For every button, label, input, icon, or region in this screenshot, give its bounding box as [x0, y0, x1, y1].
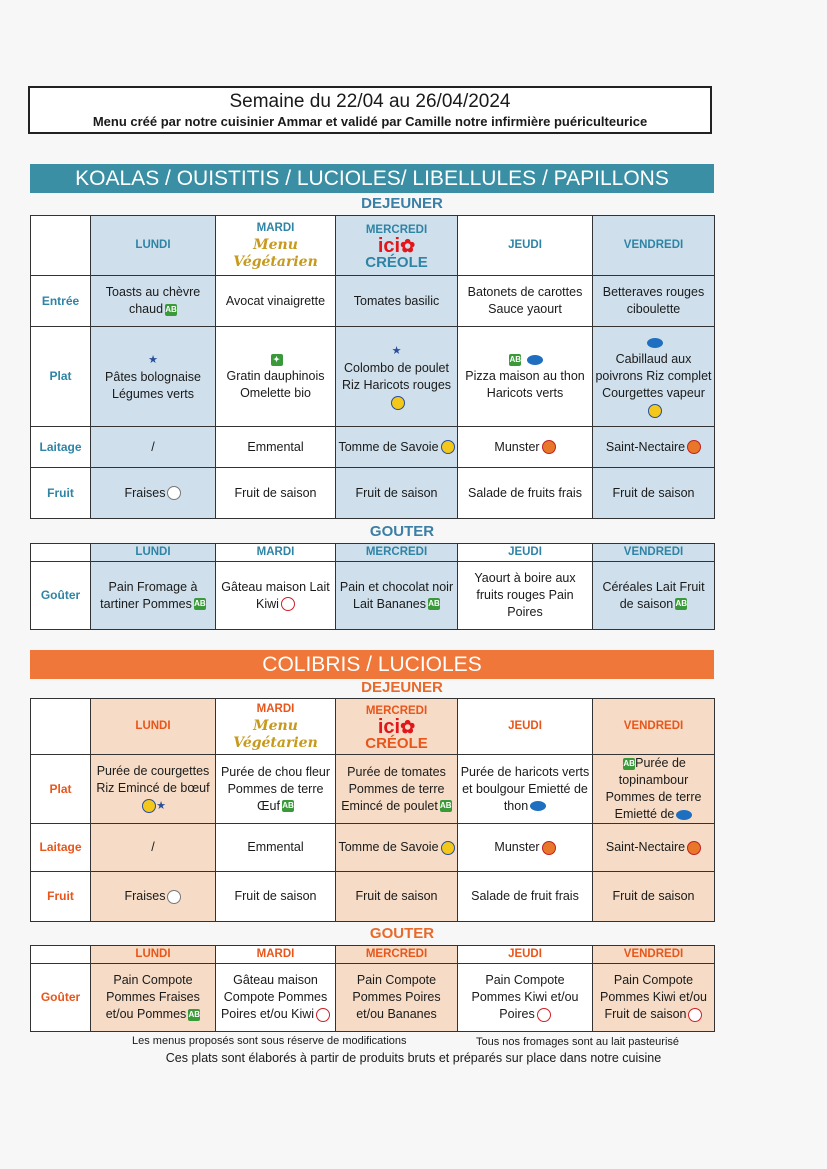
row-label-fruit: Fruit [31, 872, 91, 922]
day-mercredi: MERCREDI [336, 946, 458, 964]
msc-fish-icon [527, 355, 543, 365]
bio-eu-icon: ✦ [271, 354, 283, 366]
day-mercredi [336, 216, 458, 276]
igp-icon [391, 396, 405, 410]
day-vendredi: VENDREDI [593, 699, 715, 755]
menu-cell-text: Céréales Lait Fruit de saison [602, 579, 705, 611]
menu-cell-text: Munster [494, 439, 540, 454]
footer-left: Les menus proposés sont sous réserve de modifications [132, 1035, 407, 1047]
menu-cell [336, 562, 458, 630]
menu-subtitle: Menu créé par notre cuisinier Ammar et validé par Camille notre infirmière puériculteurice [92, 114, 648, 129]
menu-cell [91, 872, 216, 922]
menu-cell [216, 327, 336, 427]
menu-vegetarien-logo [218, 237, 333, 271]
section1-dejeuner-label: DEJEUNER [361, 195, 443, 212]
menu-cell-text: Cabillaud aux poivrons Riz complet Courgettes vapeur [595, 352, 712, 400]
viande-francaise-icon: ★ [148, 353, 158, 366]
menu-cell [336, 824, 458, 872]
menu-cell [458, 427, 593, 468]
flower-icon: ✿ [400, 716, 416, 737]
day-jeudi: JEUDI [458, 544, 593, 562]
day-mercredi-label: MERCREDI [365, 223, 428, 236]
row-label-entree: Entrée [31, 276, 91, 327]
day-jeudi: JEUDI [458, 216, 593, 276]
menu-cell [593, 755, 715, 824]
menu-cell: Fruit de saison [336, 468, 458, 519]
menu-cell-text: Tomme de Savoie [338, 439, 439, 454]
viande-francaise-icon: ★ [156, 800, 166, 812]
section1-title: KOALAS / OUISTITIS / LUCIOLES/ LIBELLULES / PAPILLONS [30, 164, 714, 193]
section1-dejeuner-table [30, 215, 715, 519]
ici-creole-logo [338, 234, 455, 271]
viande-francaise-icon: ★ [391, 345, 402, 357]
day-mardi: MARDI [216, 544, 336, 562]
menu-vegetarien-logo [218, 718, 333, 752]
msc-fish-icon [530, 801, 546, 811]
menu-cell-text: Gâteau maison Lait Kiwi [221, 579, 330, 611]
menu-cell-text: Pain et chocolat noir Lait Bananes [339, 579, 454, 611]
bio-ab-icon: AB [509, 354, 522, 364]
day-mercredi [336, 699, 458, 755]
menu-cell [91, 562, 216, 630]
menu-cell: / [91, 824, 216, 872]
menu-cell [593, 964, 715, 1032]
label-rouge-icon [316, 1008, 330, 1022]
aop-icon [687, 440, 701, 454]
row-label-plat: Plat [31, 327, 91, 427]
row-label-gouter: Goûter [31, 964, 91, 1032]
menu-cell: Batonets de carottes Sauce yaourt [458, 276, 593, 327]
msc-fish-icon [676, 810, 692, 820]
menu-cell [216, 755, 336, 824]
day-mardi [216, 216, 336, 276]
menu-cell: Avocat vinaigrette [216, 276, 336, 327]
day-mardi [216, 699, 336, 755]
menu-cell [458, 755, 593, 824]
day-jeudi: JEUDI [458, 946, 593, 964]
menu-cell [593, 427, 715, 468]
label-rouge-icon [688, 1008, 702, 1022]
flower-icon: ✿ [400, 235, 416, 256]
aop-icon [542, 440, 556, 454]
day-lundi: LUNDI [91, 216, 216, 276]
row-label-laitage: Laitage [31, 427, 91, 468]
week-title: Semaine du 22/04 au 26/04/2024 [229, 91, 511, 112]
corner-cell [31, 699, 91, 755]
footer-right: Tous nos fromages sont au lait pasteurisé [476, 1036, 680, 1048]
msc-fish-icon [647, 338, 663, 348]
logo-veg-text: Menu Végétarien [233, 718, 318, 751]
menu-cell-text: Munster [494, 840, 540, 854]
bienvenue-ferme-icon [167, 486, 181, 500]
header-box [28, 86, 712, 134]
logo-creole-ici: ici [377, 715, 401, 738]
menu-cell-text: Pain Compote Pommes Fraises et/ou Pommes [105, 973, 200, 1021]
section2-gouter-table [30, 945, 715, 1032]
menu-cell: Pain Compote Pommes Poires et/ou Bananes [336, 964, 458, 1032]
menu-cell: Fruit de saison [336, 872, 458, 922]
day-lundi: LUNDI [91, 699, 216, 755]
footer-bottom: Ces plats sont élaborés à partir de produits bruts et préparés sur place dans notre cuisine [165, 1051, 662, 1065]
menu-cell-text: Purée de tomates Pommes de terre Emincé de poulet [341, 764, 446, 813]
igp-icon [441, 440, 455, 454]
section1-gouter-table [30, 543, 715, 630]
day-vendredi: VENDREDI [593, 216, 715, 276]
menu-cell: Emmental [216, 427, 336, 468]
day-vendredi: VENDREDI [593, 544, 715, 562]
menu-cell: Yaourt à boire aux fruits rouges Pain Poires [458, 562, 593, 630]
day-mercredi-label: MERCREDI [365, 704, 428, 717]
bio-ab-icon: AB [428, 599, 440, 609]
section2-gouter-label: GOUTER [369, 925, 435, 942]
menu-cell [336, 427, 458, 468]
day-mercredi: MERCREDI [336, 544, 458, 562]
menu-cell: Fruit de saison [593, 468, 715, 519]
menu-cell [91, 327, 216, 427]
day-mardi: MARDI [216, 946, 336, 964]
day-jeudi: JEUDI [458, 699, 593, 755]
menu-cell [593, 824, 715, 872]
aop-icon [542, 841, 556, 855]
menu-cell-text: Pain Compote Pommes Kiwi et/ou Fruit de saison [600, 973, 707, 1021]
bienvenue-ferme-icon [167, 890, 181, 904]
menu-cell-text: Saint-Nectaire [605, 840, 686, 854]
menu-cell: Salade de fruits frais [458, 468, 593, 519]
menu-cell [458, 824, 593, 872]
label-rouge-icon [537, 1008, 551, 1022]
igp-icon [648, 404, 662, 418]
menu-cell [458, 327, 593, 427]
menu-cell [216, 964, 336, 1032]
menu-cell: Emmental [216, 824, 336, 872]
logo-veg-text: Menu Végétarien [233, 237, 318, 270]
menu-cell [336, 755, 458, 824]
row-label-plat: Plat [31, 755, 91, 824]
igp-icon [441, 841, 455, 855]
section2-title: COLIBRIS / LUCIOLES [30, 650, 714, 679]
menu-cell-text: Colombo de poulet Riz Haricots rouges [341, 361, 452, 392]
menu-cell [336, 327, 458, 427]
aop-icon [687, 841, 701, 855]
menu-cell-text: Toasts au chèvre chaud [105, 285, 201, 316]
menu-cell [458, 964, 593, 1032]
logo-creole-text: CRÉOLE [365, 734, 428, 752]
menu-cell-text: Fraises [124, 889, 166, 903]
menu-cell-text: Gâteau maison Compote Pommes Poires et/ou Kiwi [220, 973, 328, 1021]
menu-cell: / [91, 427, 216, 468]
row-label-fruit: Fruit [31, 468, 91, 519]
logo-creole-text: CRÉOLE [365, 253, 428, 271]
menu-cell-text: Fraises [124, 485, 166, 500]
igp-icon [142, 799, 156, 813]
day-mardi-label: MARDI [256, 703, 295, 715]
corner-cell [31, 946, 91, 964]
menu-cell-text: Purée de courgettes Riz Emincé de bœuf [96, 764, 210, 795]
menu-cell: Betteraves rouges ciboulette [593, 276, 715, 327]
ici-creole-logo [338, 715, 455, 752]
menu-cell-text: Pain Compote Pommes Kiwi et/ou Poires [471, 973, 579, 1021]
menu-cell-text: Purée de chou fleur Pommes de terre Œuf [220, 764, 331, 813]
corner-cell [31, 216, 91, 276]
menu-cell-text: Tomme de Savoie [338, 840, 439, 854]
bio-ab-icon: AB [282, 801, 294, 811]
bio-ab-icon: AB [194, 599, 206, 609]
logo-creole-ici: ici [377, 234, 401, 257]
bio-ab-icon: AB [440, 801, 452, 811]
menu-cell-text: Saint-Nectaire [605, 439, 686, 454]
menu-cell-text: Pizza maison au thon Haricots verts [465, 369, 585, 400]
bio-ab-icon: AB [675, 599, 688, 609]
menu-cell [593, 327, 715, 427]
menu-cell [91, 276, 216, 327]
bio-ab-icon: AB [165, 304, 177, 314]
section2-dejeuner-table [30, 698, 715, 922]
day-lundi: LUNDI [91, 946, 216, 964]
menu-cell [91, 468, 216, 519]
menu-cell-text: Purée de haricots verts et boulgour Emietté de thon [460, 764, 590, 813]
menu-cell [91, 964, 216, 1032]
row-label-gouter: Goûter [31, 562, 91, 630]
section2-dejeuner-label: DEJEUNER [361, 679, 443, 696]
section1-gouter-label: GOUTER [369, 523, 435, 540]
menu-cell: Fruit de saison [593, 872, 715, 922]
menu-cell: Fruit de saison [216, 872, 336, 922]
menu-cell [91, 755, 216, 824]
day-mardi-label: MARDI [256, 222, 295, 234]
menu-cell [593, 562, 715, 630]
menu-cell-text: Pâtes bolognaise Légumes verts [105, 369, 201, 401]
bio-ab-icon: AB [623, 758, 635, 768]
menu-cell-text: Pain Fromage à tartiner Pommes [100, 579, 198, 611]
label-rouge-icon [281, 597, 295, 611]
menu-cell [216, 562, 336, 630]
day-lundi: LUNDI [91, 544, 216, 562]
corner-cell [31, 544, 91, 562]
day-vendredi: VENDREDI [593, 946, 715, 964]
menu-cell-text: Purée de topinambour Pommes de terre Emietté de [605, 756, 702, 821]
menu-cell: Tomates basilic [336, 276, 458, 327]
menu-cell: Salade de fruit frais [458, 872, 593, 922]
menu-cell-text: Gratin dauphinois Omelette bio [226, 369, 325, 400]
bio-ab-icon: AB [188, 1009, 201, 1019]
row-label-laitage: Laitage [31, 824, 91, 872]
menu-cell: Fruit de saison [216, 468, 336, 519]
